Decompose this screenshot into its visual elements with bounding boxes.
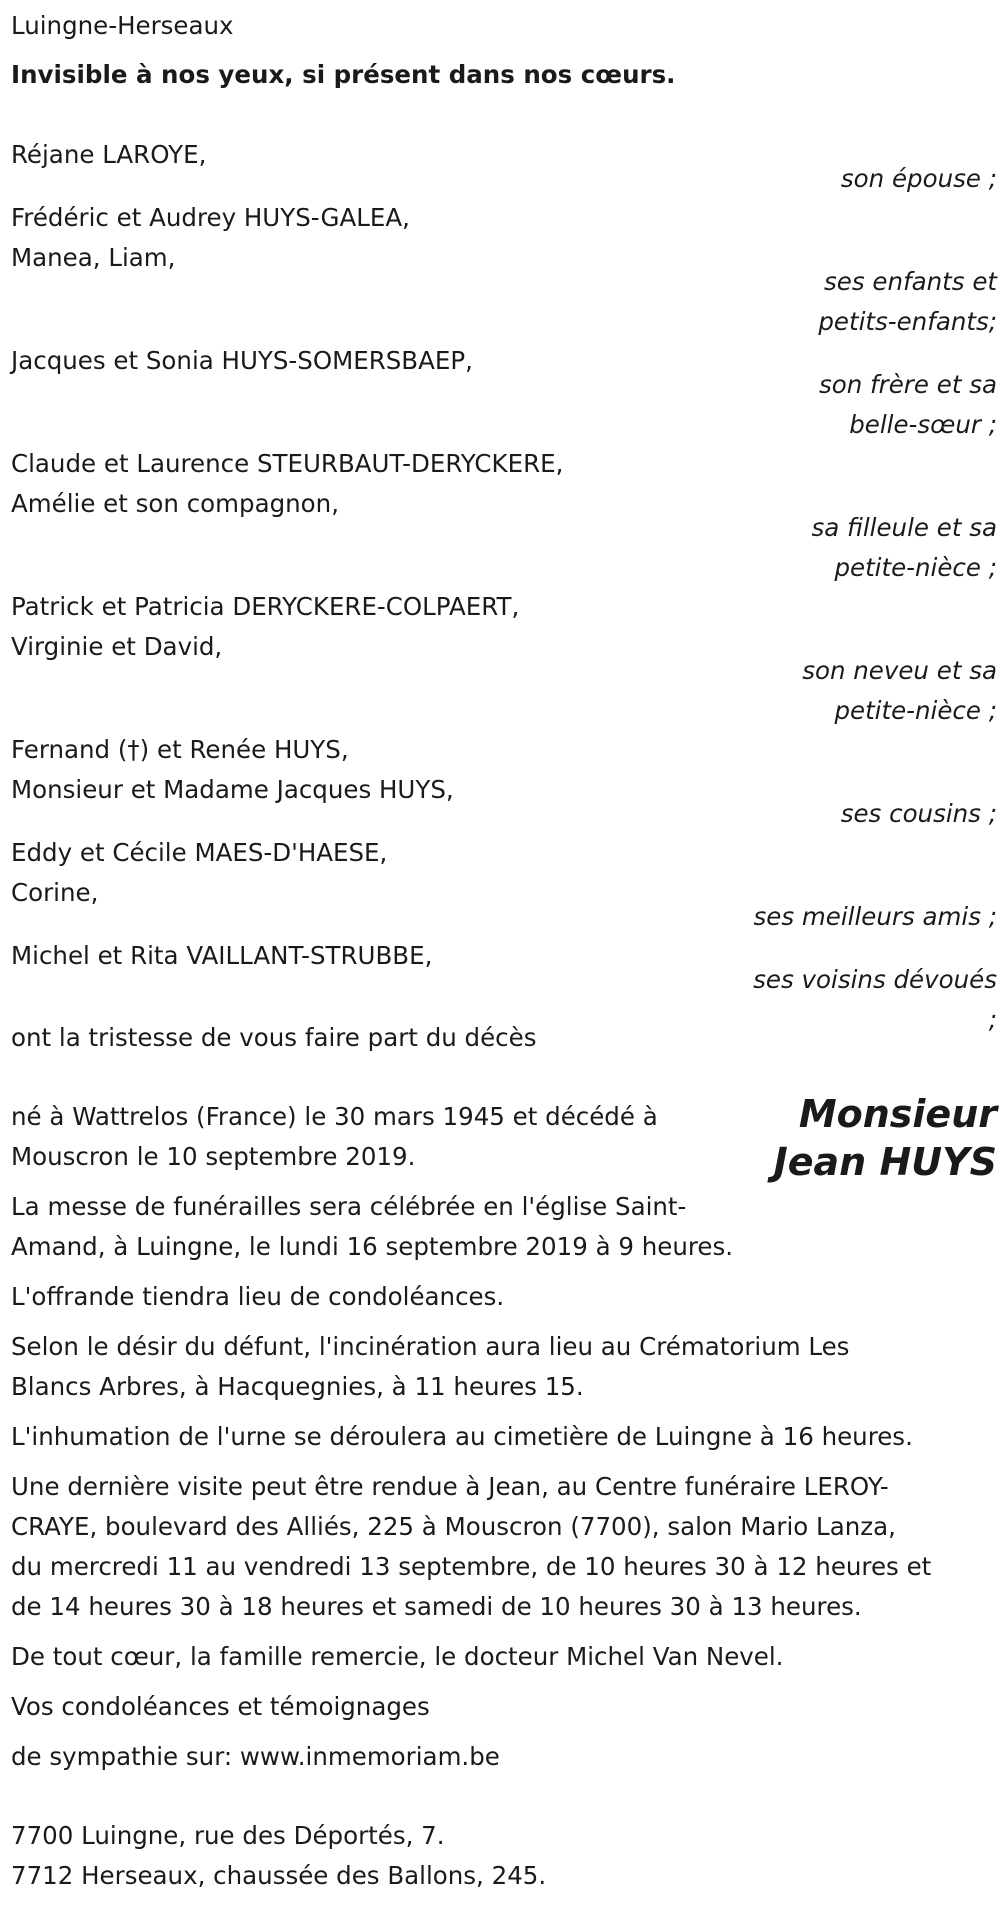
family-member-line: Frédéric et Audrey HUYS-GALEA, — [11, 203, 410, 232]
family-member-line: Claude et Laurence STEURBAUT-DERYCKERE, — [11, 449, 564, 478]
birth-death-line: Mouscron le 10 septembre 2019. — [11, 1142, 416, 1171]
family-relation: ses enfants et — [824, 267, 997, 296]
announcement: ont la tristesse de vous faire part du décès — [11, 1023, 537, 1052]
family-relation: petits-enfants; — [818, 307, 997, 336]
deceased-name-block — [774, 1090, 997, 1186]
family-relation: ; — [988, 1005, 997, 1034]
family-member-line: Patrick et Patricia DERYCKERE-COLPAERT, — [11, 592, 520, 621]
family-member-line: Amélie et son compagnon, — [11, 489, 339, 518]
thanks-line: De tout cœur, la famille remercie, le docteur Michel Van Nevel. — [11, 1642, 784, 1671]
condolences-line: Vos condoléances et témoignages — [11, 1692, 430, 1721]
inmemoriam-link[interactable]: www.inmemoriam.be — [239, 1742, 500, 1771]
family-relation: ses meilleurs amis ; — [753, 902, 997, 931]
mass-line: Amand, à Luingne, le lundi 16 septembre 2019 à 9 heures. — [11, 1232, 734, 1261]
family-relation: son frère et sa — [818, 370, 997, 399]
family-member-line: Corine, — [11, 878, 99, 907]
family-relation: ses voisins dévoués — [753, 965, 997, 994]
condolences-url-line — [11, 1737, 500, 1777]
family-member-line: Réjane LAROYE, — [11, 140, 207, 169]
family-relation: petite-nièce ; — [834, 553, 997, 582]
family-relation: ses cousins ; — [840, 799, 997, 828]
family-relation: petite-nièce ; — [834, 696, 997, 725]
visit-line: du mercredi 11 au vendredi 13 septembre, de 10 heures 30 à 12 heures et — [11, 1552, 932, 1581]
visit-line: Une dernière visite peut être rendue à Jean, au Centre funéraire LEROY- — [11, 1472, 889, 1501]
family-member-line: Monsieur et Madame Jacques HUYS, — [11, 775, 454, 804]
condolences-prefix: de sympathie sur: — [11, 1742, 240, 1771]
deceased-name: Jean HUYS — [773, 1140, 997, 1184]
birth-death-line: né à Wattrelos (France) le 30 mars 1945 et décédé à — [11, 1102, 658, 1131]
family-relation: son épouse ; — [840, 164, 997, 193]
motto: Invisible à nos yeux, si présent dans nos cœurs. — [11, 60, 676, 89]
family-member-line: Michel et Rita VAILLANT-STRUBBE, — [11, 941, 433, 970]
offering-line: L'offrande tiendra lieu de condoléances. — [11, 1282, 505, 1311]
cremation-line: Blancs Arbres, à Hacquegnies, à 11 heures 15. — [11, 1372, 584, 1401]
cremation-line: Selon le désir du défunt, l'incinération aura lieu au Crématorium Les — [11, 1332, 850, 1361]
family-relation: belle-sœur ; — [849, 410, 997, 439]
family-member-line: Jacques et Sonia HUYS-SOMERSBAEP, — [11, 346, 473, 375]
family-member-line: Fernand (†) et Renée HUYS, — [11, 735, 349, 764]
mass-line: La messe de funérailles sera célébrée en l'église Saint- — [11, 1192, 687, 1221]
visit-line: CRAYE, boulevard des Alliés, 225 à Mouscron (7700), salon Mario Lanza, — [11, 1512, 896, 1541]
address-line: 7700 Luingne, rue des Déportés, 7. — [11, 1821, 445, 1850]
family-member-line: Virginie et David, — [11, 632, 223, 661]
burial-line: L'inhumation de l'urne se déroulera au cimetière de Luingne à 16 heures. — [11, 1422, 913, 1451]
family-member-line: Eddy et Cécile MAES-D'HAESE, — [11, 838, 388, 867]
location-heading: Luingne-Herseaux — [11, 11, 234, 40]
family-relation: sa filleule et sa — [811, 513, 997, 542]
visit-line: de 14 heures 30 à 18 heures et samedi de 10 heures 30 à 13 heures. — [11, 1592, 862, 1621]
address-line: 7712 Herseaux, chaussée des Ballons, 245. — [11, 1861, 547, 1890]
family-member-line: Manea, Liam, — [11, 243, 176, 272]
family-relation: son neveu et sa — [802, 656, 997, 685]
deceased-title: Monsieur — [798, 1092, 997, 1136]
